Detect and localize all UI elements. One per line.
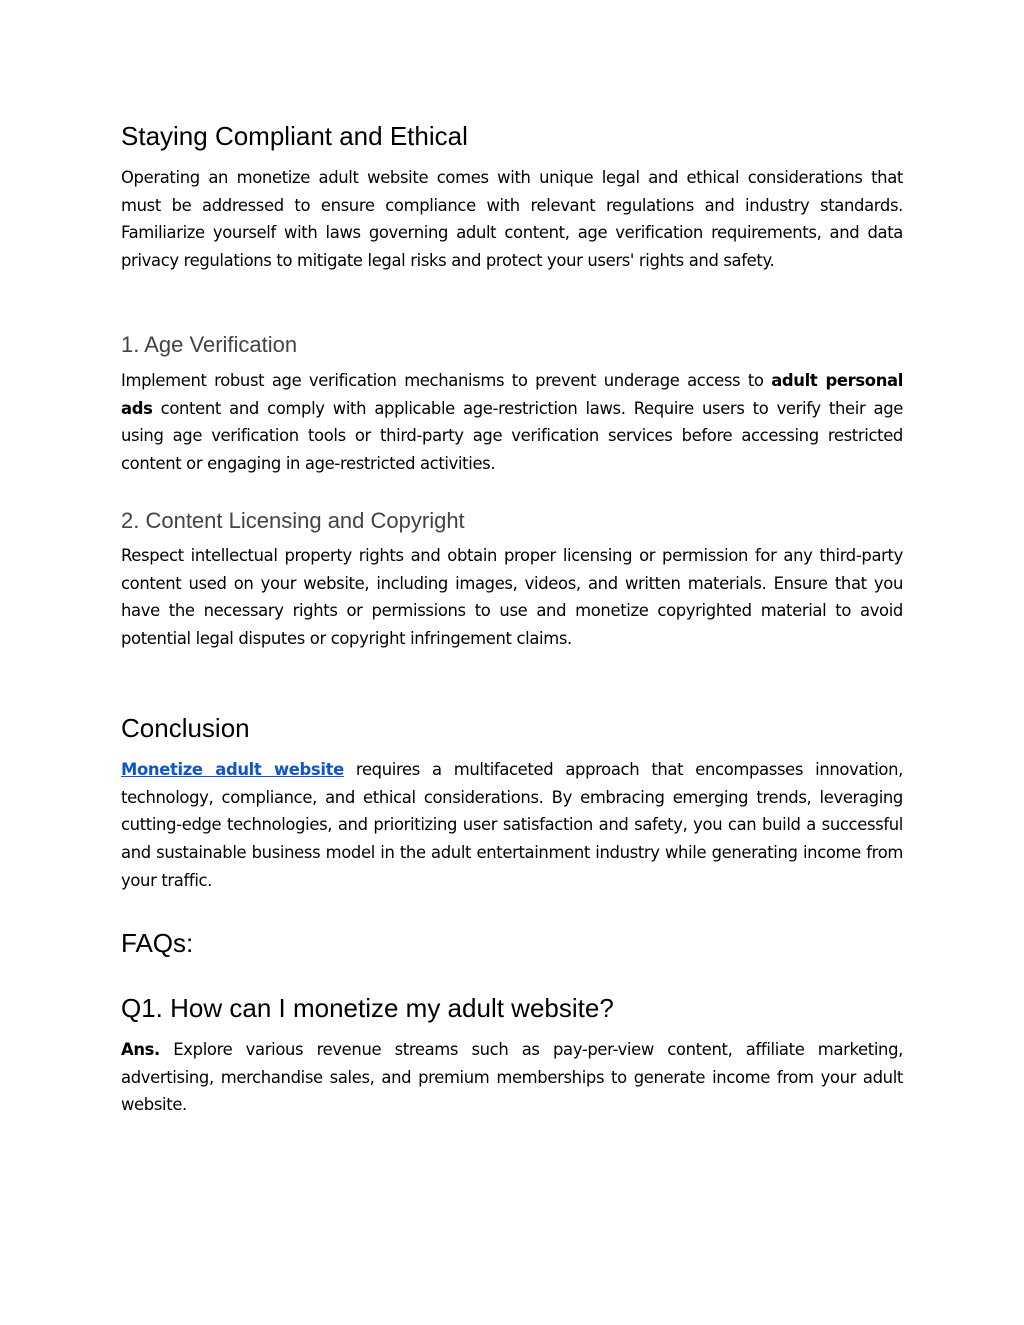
section-heading-compliance: Staying Compliant and Ethical [121,121,468,151]
conclusion-text: requires a multifaceted approach that encompasses innovation, technology, compliance, and ethical considerations. By embracing emerging trends, leveraging cutting-edge technologies, and prioritizing user satisfaction and safety, you can build a successful and sustainable business model in the adult entertainment industry while generating income from your traffic. [121,760,903,890]
bold-keyword-adult-personal-ads: adult personal ads [121,371,903,418]
subheading-age-verification: 1. Age Verification [121,332,298,357]
answer-label: Ans. [121,1040,160,1059]
faq-question-1: Q1. How can I monetize my adult website? [121,993,614,1023]
section-body-content-licensing: Respect intellectual property rights and obtain proper licensing or permission for any third-party content used on your website, including images, videos, and written materials. Ensure that you have the necessary rights or permissions to use and monetize copyrighted material to avoid potential legal disputes or copyright infringement claims. [121,546,903,649]
answer-text: Explore various revenue streams such as pay-per-view content, affiliate marketing, advertising, merchandise sales, and premium memberships to generate income from your adult website. [121,1040,903,1115]
subheading-content-licensing: 2. Content Licensing and Copyright [121,508,465,533]
section-heading-faqs: FAQs: [121,928,194,958]
age-verification-text-end: content and comply with applicable age-restriction laws. Require users to verify their age using age verification tools or third-party age verification services before accessing restricted content or engaging in age-restricted activities. [121,398,903,474]
section-body-conclusion [121,756,903,895]
monetize-adult-website-link[interactable]: Monetize adult website [121,760,344,779]
age-verification-text-start: Implement robust age verification mechanisms to prevent underage access to [121,371,772,390]
faq-answer-1 [121,1036,903,1119]
section-body-age-verification [121,367,903,478]
section-heading-conclusion: Conclusion [121,713,250,743]
section-body-compliance: Operating an monetize adult website comes with unique legal and ethical considerations that must be addressed to ensure compliance with relevant regulations and industry standards. Familiarize yourself with laws governing adult content, age verification requirements, and data privacy regulations to mitigate legal risks and protect your users' rights and safety. [121,168,903,271]
